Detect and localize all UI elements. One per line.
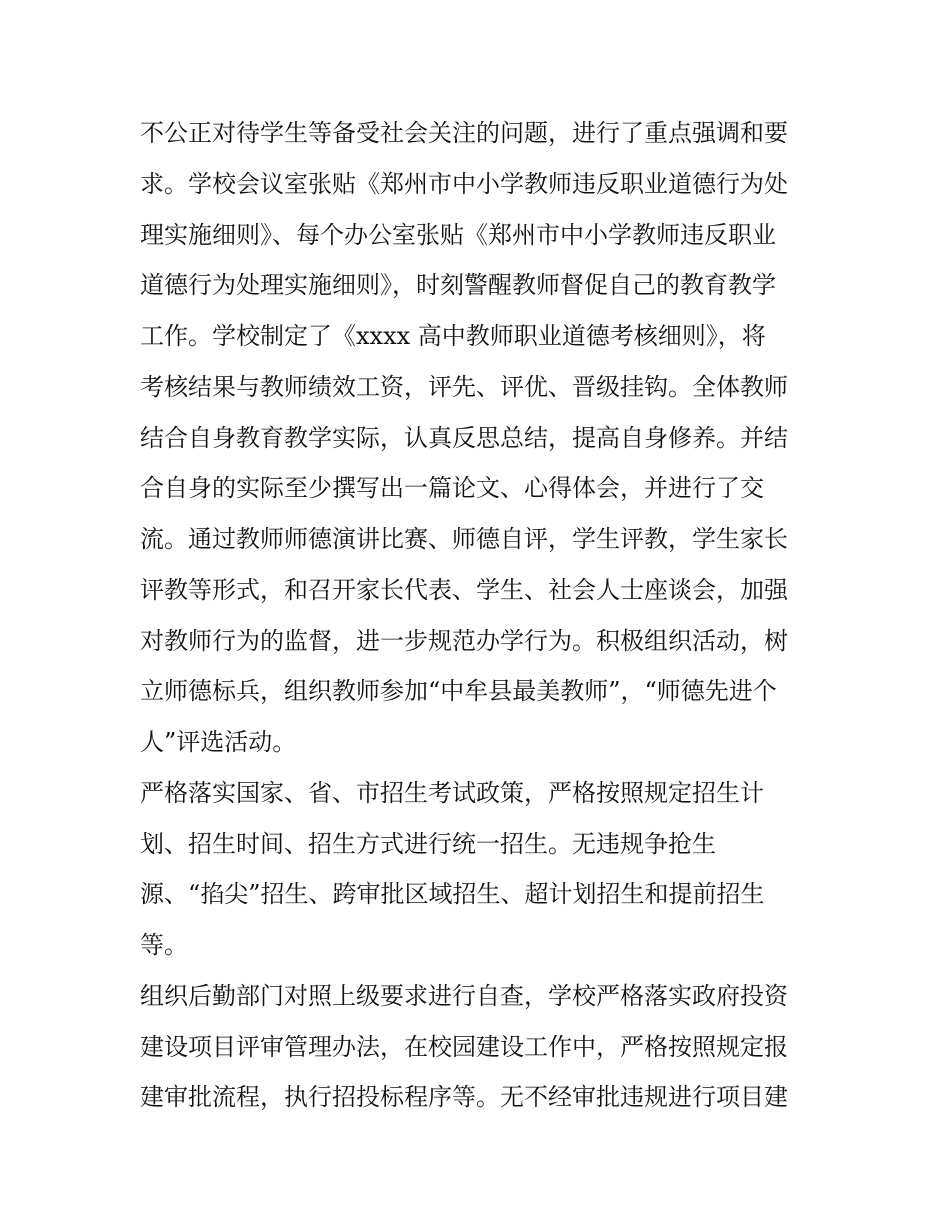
text-line: 对教师行为的监督，进一步规范办学行为。积极组织活动，树 <box>140 626 788 655</box>
text-line: 不公正对待学生等备受社会关注的问题，进行了重点强调和要 <box>140 119 788 147</box>
text-line: 道德行为处理实施细则》，时刻警醒教师督促自己的教育教学 <box>140 271 776 300</box>
text-line: 结合自身教育教学实际，认真反思总结，提高自身修养。并结 <box>140 423 788 452</box>
text-line: 严格落实国家、省、市招生考试政策，严格按照规定招生计 <box>140 778 764 807</box>
text-line: 流。通过教师师德演讲比赛、师德自评，学生评教，学生家长 <box>140 525 788 553</box>
text-line: 求。学校会议室张贴《郑州市中小学教师违反职业道德行为处 <box>140 169 788 198</box>
text-line: 源、“掐尖”招生、跨审批区域招生、超计划招生和提前招生 <box>140 880 765 909</box>
text-line: 考核结果与教师绩效工资，评先、评优、晋级挂钩。全体教师 <box>140 372 788 401</box>
text-line: 划、招生时间、招生方式进行统一招生。无违规争抢生 <box>140 829 716 858</box>
text-line: 合自身的实际至少撰写出一篇论文、心得体会，并进行了交 <box>140 474 764 503</box>
text-line: 评教等形式，和召开家长代表、学生、社会人士座谈会，加强 <box>140 575 788 604</box>
text-line: 人”评选活动。 <box>140 728 297 756</box>
text-line: 建审批流程，执行招投标程序等。无不经审批违规进行项目建 <box>140 1083 788 1112</box>
body-text <box>140 108 820 1123</box>
text-line: 理实施细则》、每个办公室张贴《郑州市中小学教师违反职业 <box>140 220 776 249</box>
text-line: 组织后勤部门对照上级要求进行自查，学校严格落实政府投资 <box>140 981 788 1010</box>
text-line: 工作。学校制定了《xxxx 高中教师职业道德考核细则》，将 <box>140 322 766 350</box>
text-line: 等。 <box>140 931 188 959</box>
text-line: 立师德标兵，组织教师参加“中牟县最美教师”，“师德先进个 <box>140 677 777 706</box>
text-line: 建设项目评审管理办法，在校园建设工作中，严格按照规定报 <box>140 1032 788 1061</box>
